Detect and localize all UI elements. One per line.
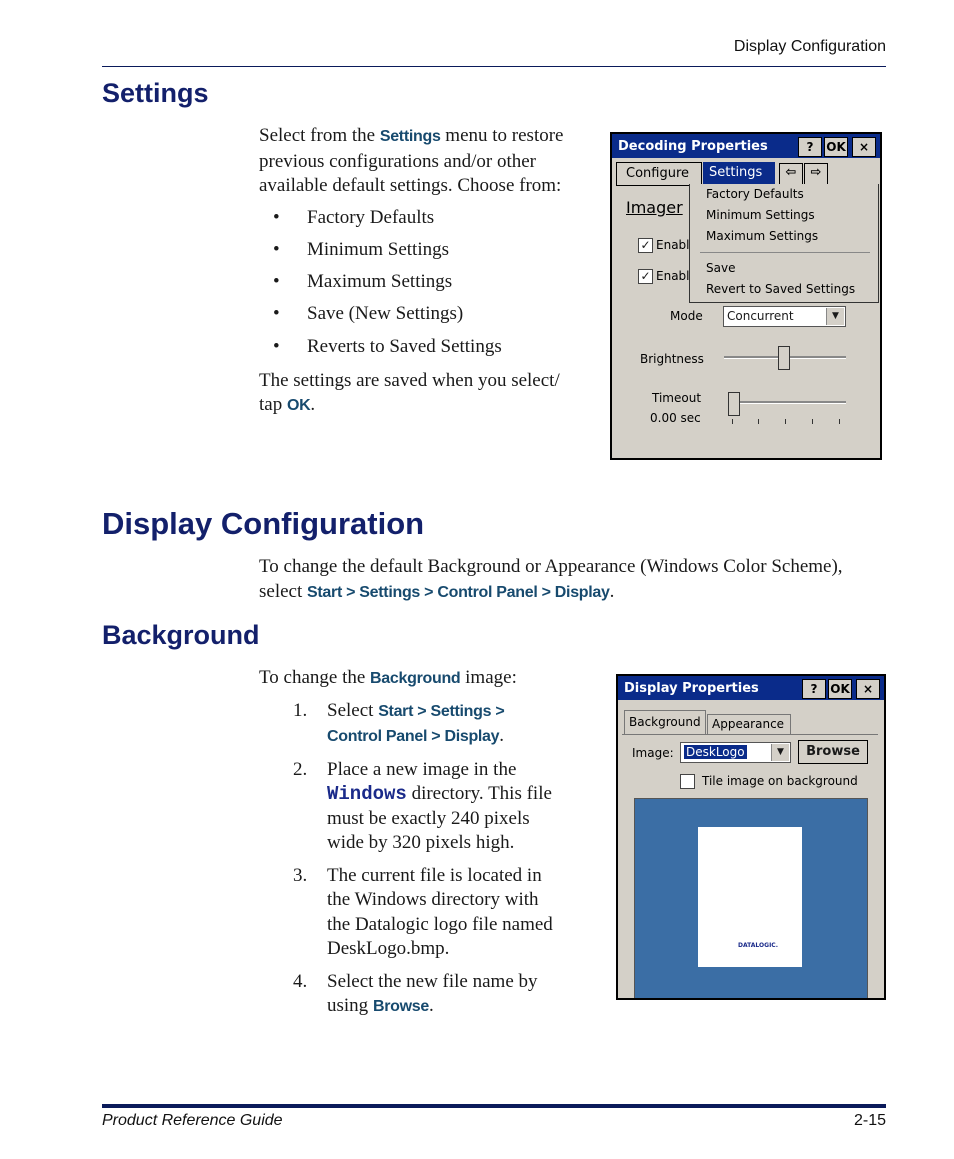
help-button[interactable]: ? <box>802 679 826 699</box>
step-text: directory. This file must be exactly 240 pixels wide by 320 pixels high. <box>327 783 552 853</box>
display-path: Start > Settings > Control Panel > Display <box>307 583 610 601</box>
background-intro-pre: To change the <box>259 667 366 688</box>
enable-label-2: Enabl <box>656 269 690 283</box>
running-header: Display Configuration <box>733 38 886 55</box>
datalogic-logo: DATALOGIC. <box>738 942 778 949</box>
menu-item-minimum-settings[interactable]: Minimum Settings <box>706 208 815 222</box>
close-button[interactable]: × <box>852 137 876 157</box>
settings-saved-note <box>259 369 579 419</box>
enable-checkbox-1[interactable]: ✓ <box>638 238 653 253</box>
desktop-preview <box>634 798 868 1000</box>
step-code: Windows <box>327 783 407 805</box>
step-text: Select the new file name by using <box>327 970 538 1016</box>
header-rule <box>102 66 886 67</box>
list-item <box>293 758 555 856</box>
dialog-titlebar <box>612 134 880 158</box>
slider-tick <box>732 419 733 424</box>
settings-options-list <box>259 206 589 367</box>
display-configuration-body <box>259 555 887 605</box>
brightness-label: Brightness <box>640 352 704 366</box>
background-body <box>259 666 589 1028</box>
display-configuration-heading: Display Configuration <box>102 506 425 541</box>
step-text: Select <box>327 699 374 721</box>
slider-tick <box>839 419 840 424</box>
menu-settings[interactable] <box>703 162 775 184</box>
logo-image-preview <box>698 827 802 967</box>
settings-keyword: Settings <box>379 128 441 145</box>
background-intro-post: image: <box>465 667 517 688</box>
tab-background[interactable] <box>624 710 706 735</box>
tab-border <box>622 734 878 735</box>
timeout-slider-thumb[interactable] <box>728 392 740 416</box>
slider-tick <box>785 419 786 424</box>
step-keyword: Browse <box>372 998 429 1015</box>
list-item <box>293 864 555 962</box>
chevron-down-icon: ▼ <box>771 744 789 761</box>
footer-title: Product Reference Guide <box>102 1112 283 1129</box>
mode-label: Mode <box>670 309 703 323</box>
mode-value: Concurrent <box>727 309 794 323</box>
step-number: 4. <box>293 970 308 992</box>
saved-note-post: . <box>310 394 316 416</box>
chevron-down-icon: ▼ <box>826 308 844 325</box>
step-number: 1. <box>293 699 308 721</box>
ok-keyword: OK <box>286 397 311 415</box>
background-steps <box>293 699 555 1020</box>
step-text: Place a new image in the <box>327 758 517 780</box>
background-heading: Background <box>102 620 260 650</box>
tab-appearance[interactable] <box>707 714 791 735</box>
display-text-post: . <box>609 580 615 602</box>
list-item: • Save (New Settings) <box>259 302 589 334</box>
brightness-slider-thumb[interactable] <box>778 346 790 370</box>
slider-tick <box>812 419 813 424</box>
help-button[interactable]: ? <box>798 137 822 157</box>
step-number: 3. <box>293 864 308 886</box>
step-keyword: Start > Settings > Control Panel > Display <box>327 702 505 745</box>
step-text: . <box>428 995 434 1016</box>
enable-checkbox-2[interactable]: ✓ <box>638 269 653 284</box>
mode-select[interactable] <box>723 306 846 327</box>
ok-button[interactable]: OK <box>828 679 852 699</box>
list-item: • Maximum Settings <box>259 270 589 302</box>
display-text-pre: To change the default Background or Appearance (Windows Color Scheme), select <box>259 556 843 602</box>
step-text: . <box>499 725 505 746</box>
settings-heading: Settings <box>102 78 209 108</box>
list-item <box>293 699 555 750</box>
list-item: • Reverts to Saved Settings <box>259 335 589 367</box>
tab-imager[interactable]: Imager <box>626 198 683 217</box>
close-button[interactable]: × <box>856 679 880 699</box>
page-number: 2-15 <box>853 1112 886 1129</box>
menu-item-maximum-settings[interactable]: Maximum Settings <box>706 229 819 243</box>
tile-checkbox[interactable] <box>680 774 695 789</box>
slider-tick <box>758 419 759 424</box>
browse-button[interactable]: Browse <box>798 740 868 764</box>
display-properties-dialog <box>616 674 886 1000</box>
arrow-left-icon[interactable]: ⇦ <box>779 163 803 185</box>
menu-configure[interactable] <box>616 162 702 186</box>
footer-rule <box>102 1104 886 1108</box>
list-item <box>293 970 555 1020</box>
settings-intro <box>259 124 589 199</box>
menu-settings-label: Settings <box>709 165 763 180</box>
image-value: DeskLogo <box>686 745 745 759</box>
menu-configure-label: Configure <box>626 166 690 181</box>
menu-item-save[interactable]: Save <box>706 261 736 275</box>
timeout-label: Timeout <box>652 391 702 405</box>
timeout-track <box>728 401 846 404</box>
image-label: Image: <box>632 746 674 760</box>
step-text: The current file is located in the Windows directory with the Datalogic logo file named DeskLogo.bmp. <box>327 864 553 959</box>
step-number: 2. <box>293 758 308 780</box>
dialog-title: Decoding Properties <box>618 139 768 154</box>
settings-intro-pre: Select from the <box>259 125 376 146</box>
timeout-value: 0.00 sec <box>650 411 701 425</box>
settings-body <box>259 124 589 419</box>
list-item: • Factory Defaults <box>259 206 589 238</box>
enable-label-1: Enabl <box>656 238 690 252</box>
dialog-title: Display Properties <box>624 681 759 696</box>
tab-appearance-label: Appearance <box>712 717 785 731</box>
arrow-right-icon[interactable]: ⇨ <box>804 163 828 185</box>
list-item: • Minimum Settings <box>259 238 589 270</box>
image-select[interactable] <box>680 742 791 763</box>
settings-dropdown-menu <box>689 184 879 303</box>
saved-note-pre: The settings are saved when you select/ tap <box>259 369 560 416</box>
settings-intro-post: menu to restore previous configurations and/or other available default settings. Choose from: <box>259 125 564 196</box>
background-keyword: Background <box>370 670 461 687</box>
background-intro <box>259 666 589 692</box>
ok-button[interactable]: OK <box>824 137 848 157</box>
menu-item-revert[interactable]: Revert to Saved Settings <box>706 282 856 296</box>
decoding-properties-dialog <box>610 132 882 460</box>
tile-label: Tile image on background <box>702 774 858 788</box>
menu-separator <box>700 252 870 253</box>
tab-background-label: Background <box>629 715 701 729</box>
dialog-titlebar <box>618 676 884 700</box>
menu-item-factory-defaults[interactable]: Factory Defaults <box>706 187 804 201</box>
